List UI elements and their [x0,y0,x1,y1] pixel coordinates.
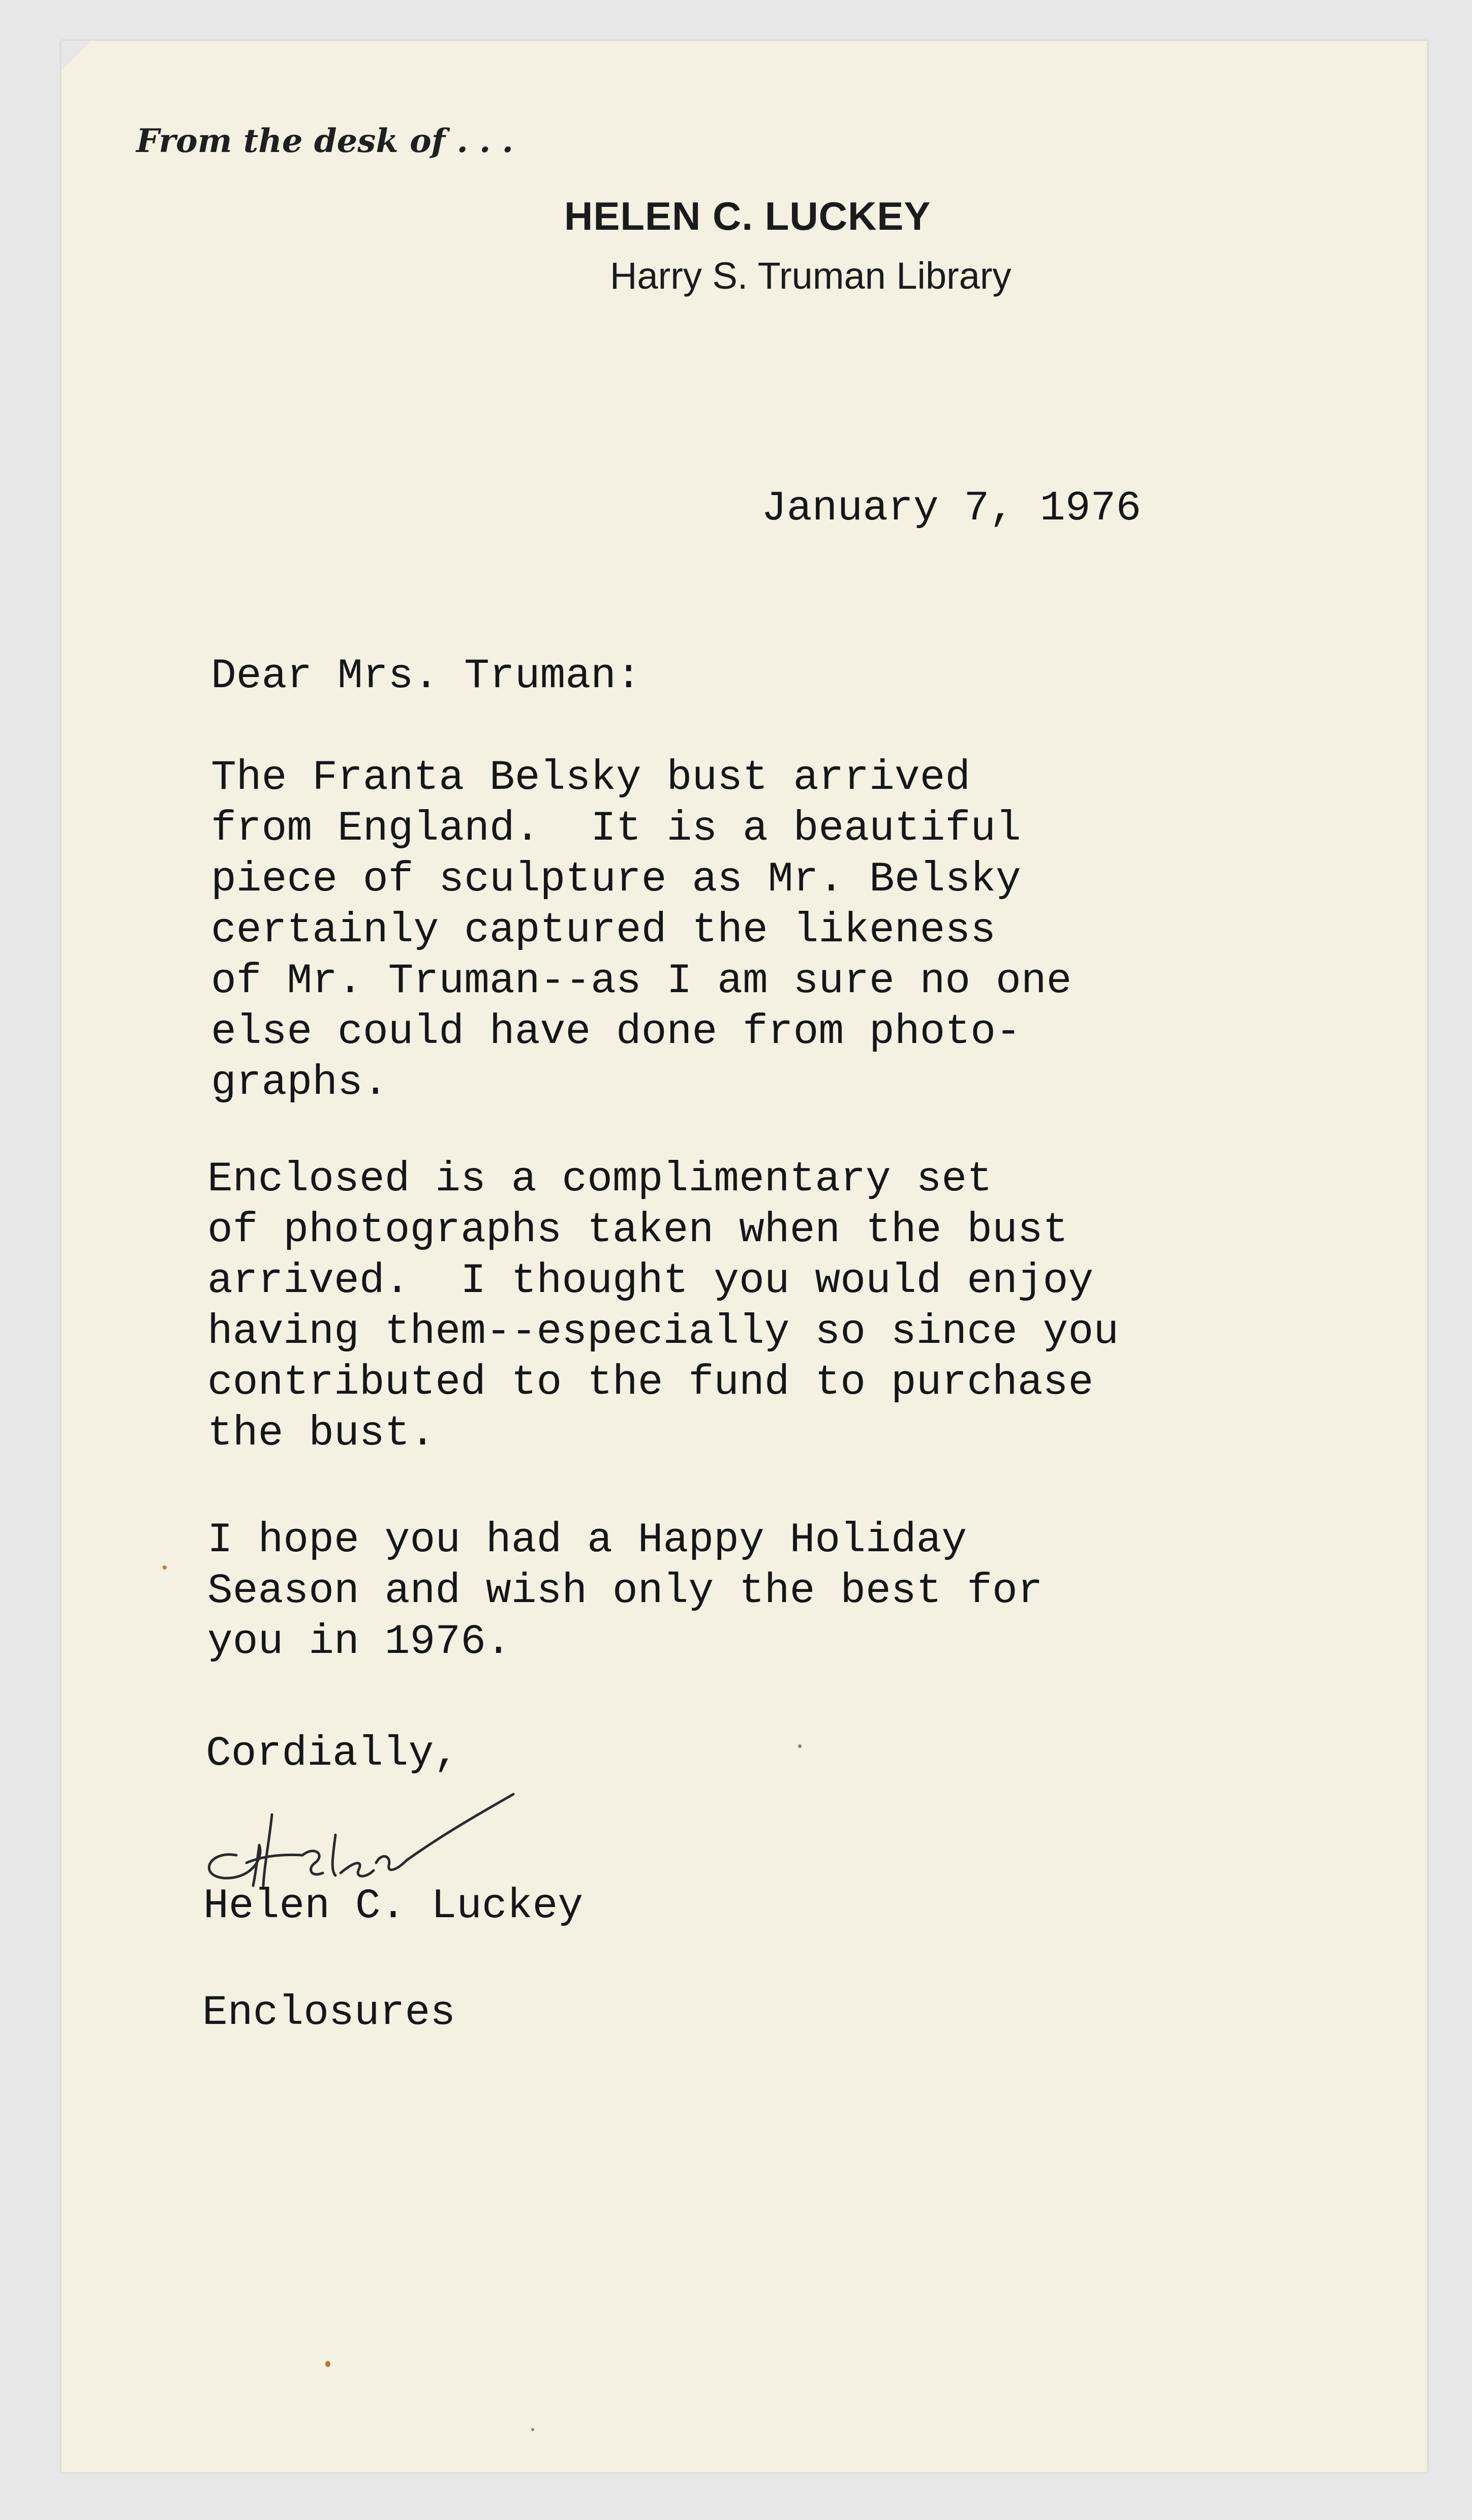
paper-speck [798,1744,802,1748]
signer-name: Helen C. Luckey [203,1882,584,1930]
body-paragraph-1: The Franta Belsky bust arrived from England. It is a beautiful piece of sculpture as Mr. Belsky certainly captured the likeness of Mr. Truman--as I am sure no one else could have done from photo- graphs. [211,754,1072,1107]
folded-corner [61,41,91,71]
from-the-desk-heading: From the desk of . . . [136,122,513,160]
closing: Cordially, [206,1730,459,1777]
body-paragraph-2: Enclosed is a complimentary set of photographs taken when the bust arrived. I thought you would enjoy having them--especially so since you contributed to the fund to purchase the bust. [207,1155,1119,1457]
paper-speck [325,2361,330,2367]
letterhead-organization: Harry S. Truman Library [610,255,1011,297]
enclosures-note: Enclosures [202,1989,456,2037]
letterhead-name: HELEN C. LUCKEY [564,194,931,238]
letter-page [61,41,1427,2472]
handwritten-signature [188,1779,544,1896]
letter-date: January 7, 1976 [761,484,1142,532]
paper-speck [531,2428,534,2431]
body-paragraph-3: I hope you had a Happy Holiday Season and wish only the best for you in 1976. [207,1516,1043,1666]
paper-speck [163,1565,167,1570]
salutation: Dear Mrs. Truman: [211,652,641,700]
